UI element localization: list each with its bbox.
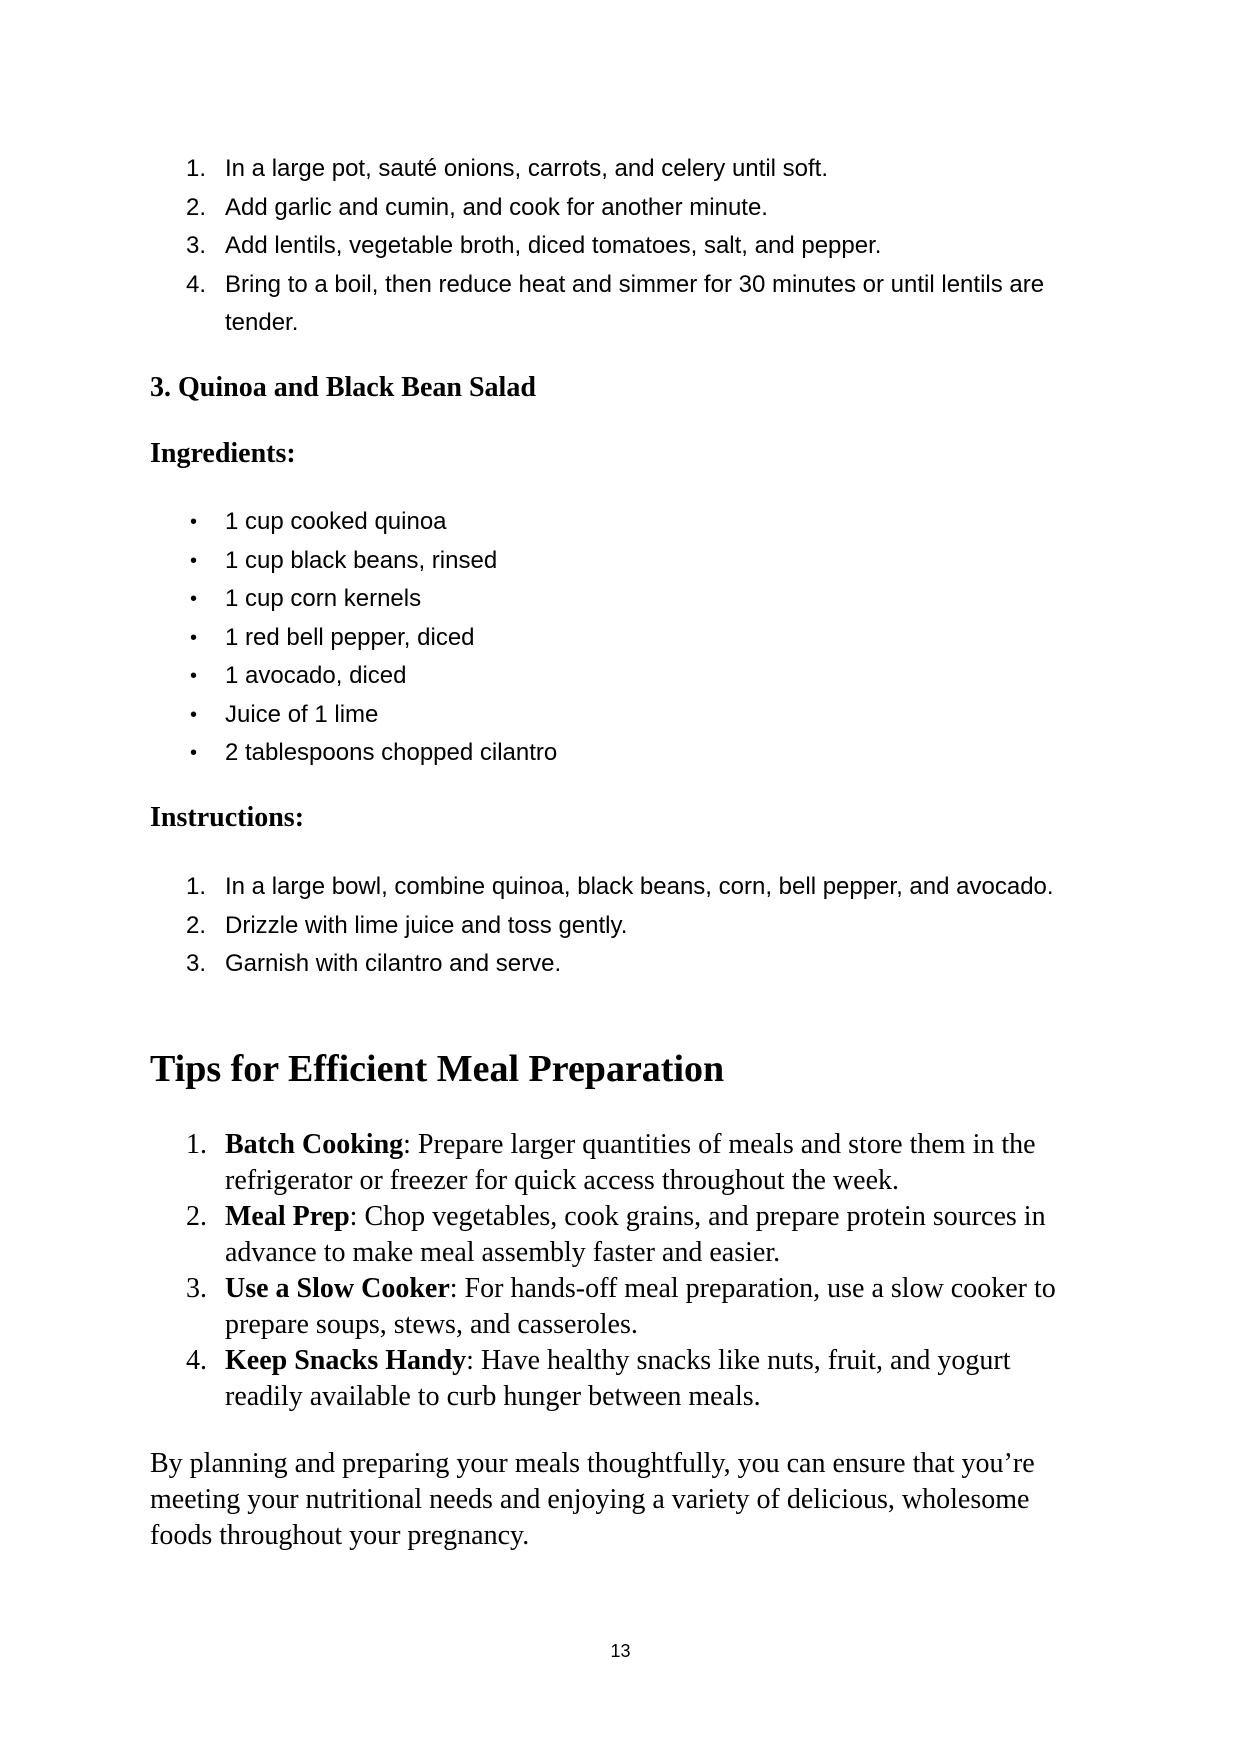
list-item: 2. Drizzle with lime juice and toss gently. <box>186 911 628 939</box>
list-item: 3. Use a Slow Cooker: For hands-off meal preparation, use a slow cooker to prepare soups, stews, and casseroles. <box>186 1273 1056 1340</box>
tip-text: : Have healthy snacks like nuts, fruit, and yogurt readily available to curb hunger between meals. <box>225 1345 1011 1412</box>
list-item: • 1 cup black beans, rinsed <box>190 546 498 574</box>
ingredients-list <box>0 503 1241 773</box>
item-text: In a large bowl, combine quinoa, black beans, corn, bell pepper, and avocado. <box>225 873 1054 900</box>
list-item: • 2 tablespoons chopped cilantro <box>190 739 558 766</box>
list-item: • 1 cup cooked quinoa <box>190 508 447 535</box>
tip-text: : For hands-off meal preparation, use a slow cooker to prepare soups, stews, and casseroles. <box>225 1273 1056 1340</box>
item-text: 1 cup black beans, rinsed <box>225 546 498 574</box>
previous-instructions-list <box>0 150 1241 343</box>
item-text: 1 red bell pepper, diced <box>225 623 475 651</box>
list-item: 1. In a large pot, sauté onions, carrots, and celery until soft. <box>186 155 828 182</box>
tip-text: : Prepare larger quantities of meals and store them in the refrigerator or freezer for quick access throughout the week. <box>225 1129 1036 1196</box>
list-item: • 1 cup corn kernels <box>190 585 422 612</box>
item-text: 1 cup cooked quinoa <box>225 508 447 535</box>
item-text: Juice of 1 lime <box>225 700 379 728</box>
item-text: Drizzle with lime juice and toss gently. <box>225 911 628 939</box>
list-item: 4. Bring to a boil, then reduce heat and simmer for 30 minutes or until lentils are tender. <box>186 270 1045 336</box>
tip-term: Use a Slow Cooker <box>225 1273 450 1304</box>
list-item: 3. Garnish with cilantro and serve. <box>186 950 562 977</box>
item-text: 1 cup corn kernels <box>225 585 422 612</box>
tips-heading: Tips for Efficient Meal Preparation <box>150 1048 725 1090</box>
tips-list <box>0 1127 1241 1415</box>
item-text: 2 tablespoons chopped cilantro <box>225 739 558 766</box>
list-item: • 1 red bell pepper, diced <box>190 623 475 651</box>
page-number: 13 <box>610 1641 631 1661</box>
list-item: 2. Meal Prep: Chop vegetables, cook grains, and prepare protein sources in advance to make meal assembly faster and easier. <box>186 1201 1046 1268</box>
item-text: In a large pot, sauté onions, carrots, and celery until soft. <box>225 155 828 182</box>
list-item: • Juice of 1 lime <box>190 700 379 728</box>
list-item: 3. Add lentils, vegetable broth, diced tomatoes, salt, and pepper. <box>186 232 882 259</box>
recipe-title: 3. Quinoa and Black Bean Salad <box>150 372 536 403</box>
list-item: 2. Add garlic and cumin, and cook for another minute. <box>186 193 768 221</box>
instructions-list <box>0 868 1241 984</box>
tip-text: : Chop vegetables, cook grains, and prepare protein sources in advance to make meal assembly faster and easier. <box>225 1201 1046 1268</box>
list-item: 1. In a large bowl, combine quinoa, black beans, corn, bell pepper, and avocado. <box>186 873 1054 900</box>
list-item: 4. Keep Snacks Handy: Have healthy snacks like nuts, fruit, and yogurt readily available to curb hunger between meals. <box>186 1345 1011 1412</box>
tip-term: Meal Prep <box>225 1201 350 1232</box>
closing-paragraph: By planning and preparing your meals thoughtfully, you can ensure that you’re meeting your nutritional needs and enjoying a variety of delicious, wholesome foods throughout your pregnancy. <box>150 1448 1035 1551</box>
item-text: 1 avocado, diced <box>225 662 407 689</box>
list-item: 1. Batch Cooking: Prepare larger quantities of meals and store them in the refrigerator or freezer for quick access throughout the week. <box>186 1129 1036 1196</box>
tip-term: Keep Snacks Handy <box>225 1345 467 1376</box>
item-text: Add garlic and cumin, and cook for another minute. <box>225 193 768 221</box>
item-text: Add lentils, vegetable broth, diced tomatoes, salt, and pepper. <box>225 232 882 259</box>
item-text: Bring to a boil, then reduce heat and simmer for 30 minutes or until lentils are tender. <box>225 270 1045 336</box>
instructions-heading: Instructions: <box>150 802 305 833</box>
tip-term: Batch Cooking <box>225 1129 404 1160</box>
ingredients-heading: Ingredients: <box>150 438 296 469</box>
list-item: • 1 avocado, diced <box>190 662 407 689</box>
item-text: Garnish with cilantro and serve. <box>225 950 562 977</box>
